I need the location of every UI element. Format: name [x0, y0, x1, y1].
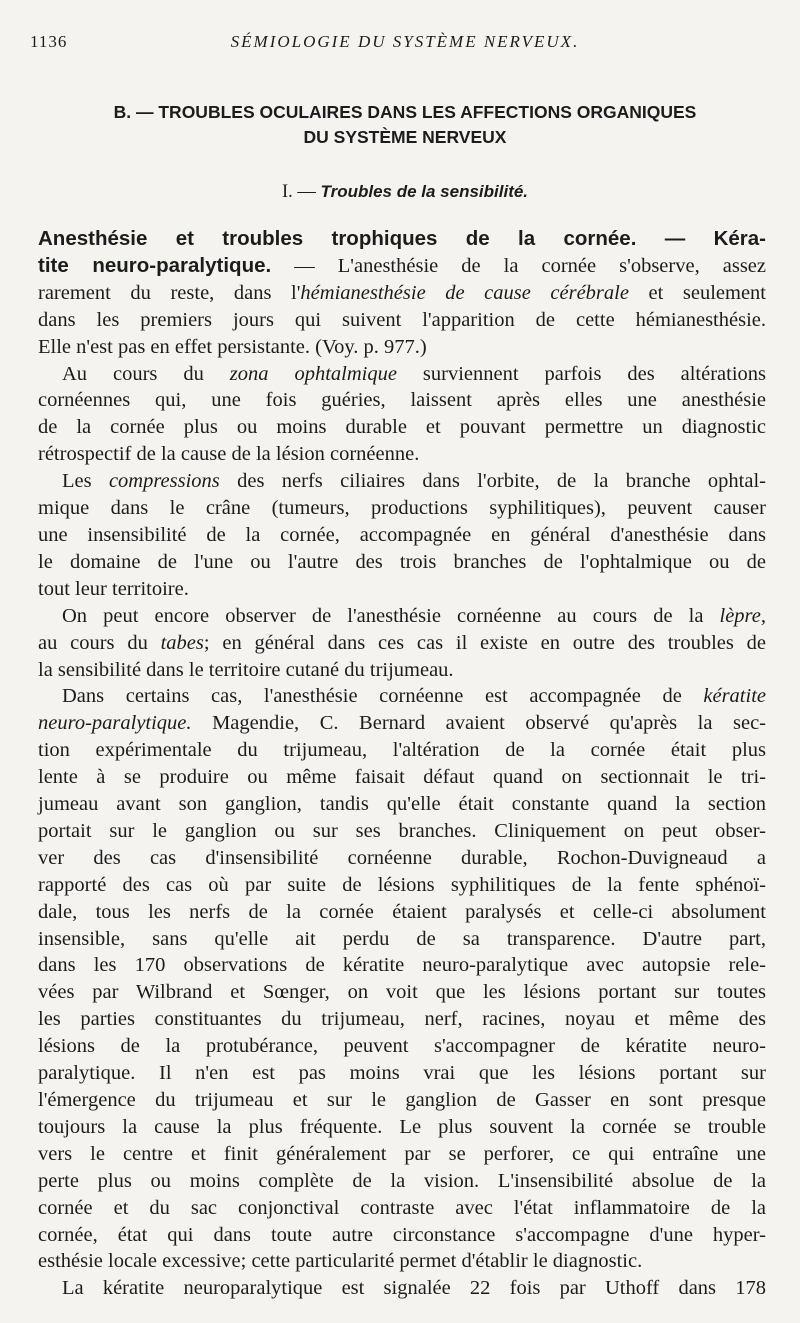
text-line: Elle n'est pas en effet persistante. (Voy. p. 977.) — [38, 335, 427, 358]
paragraph — [38, 468, 766, 603]
text-line: dans les 170 observations de kératite neuro-paralytique avec autopsie rele- — [38, 954, 766, 977]
text-run: Les — [62, 470, 109, 493]
text-run: surviennent parfois des altérations — [396, 362, 767, 385]
text-line: jumeau avant son ganglion, tandis qu'elle était constante quand la section — [38, 793, 766, 816]
text-line — [38, 361, 766, 388]
text-line: esthésie locale excessive; cette particularité permet d'établir le diagnostic. — [38, 1250, 643, 1273]
paragraph — [38, 683, 766, 1275]
text-line: la sensibilité dans le territoire cutané du trijumeau. — [38, 658, 454, 681]
text-line: paralytique. Il n'en est pas moins vrai que les lésions portant sur — [38, 1062, 766, 1085]
section-heading — [30, 100, 780, 150]
text-line: ver des cas d'insensibilité cornéenne durable, Rochon-Duvigneaud a — [38, 846, 766, 869]
subsection-heading — [30, 182, 780, 203]
italic-term: neuro-paralytique. — [38, 712, 192, 735]
text-line: tion expérimentale du trijumeau, l'altération de la cornée était plus — [38, 739, 766, 762]
text-run: et seulement — [628, 281, 766, 304]
text-run: rarement du reste, dans l' — [38, 281, 301, 304]
italic-term: lèpre, — [719, 604, 766, 627]
text-line: vers le centre et finit généralement par se perforer, ce qui entraîne une — [38, 1142, 766, 1165]
text-line: une insensibilité de la cornée, accompagnée en général d'anesthésie dans — [38, 523, 766, 546]
running-title: SÉMIOLOGIE DU SYSTÈME NERVEUX. — [230, 32, 580, 51]
subsection-number: I. — — [281, 182, 321, 202]
text-run: Magendie, C. Bernard avaient observé qu'après la sec- — [191, 712, 766, 735]
text-line: perte plus ou moins complète de la vision. L'insensibilité absolue de la — [38, 1169, 766, 1192]
section-heading-line: DU SYSTÈME NERVEUX — [303, 127, 507, 147]
text-line: La kératite neuroparalytique est signalée 22 fois par Uthoff dans 178 — [62, 1277, 766, 1300]
lead-phrase: tite neuro-paralytique. — [38, 253, 272, 277]
paragraph — [38, 226, 766, 361]
text-line: cornéennes qui, une fois guéries, laissent après elles une anesthésie — [38, 389, 766, 412]
text-line: lésions de la protubérance, peuvent s'accompagner de kératite neuro- — [38, 1035, 766, 1058]
paragraph — [38, 1275, 766, 1302]
text-line: tout leur territoire. — [38, 577, 189, 600]
text-line — [38, 630, 766, 657]
text-line: de la cornée plus ou moins durable et pouvant permettre un diagnostic — [38, 416, 766, 439]
text-line — [38, 710, 766, 737]
text-line: portait sur le ganglion ou sur ses branches. Cliniquement on peut obser- — [38, 819, 766, 842]
text-line: dans les premiers jours qui suivent l'apparition de cette hémianesthésie. — [38, 308, 766, 331]
body-text — [38, 226, 766, 1302]
text-line — [38, 253, 766, 280]
text-line — [38, 683, 766, 710]
italic-term: compressions — [108, 470, 220, 493]
italic-term: tabes — [160, 631, 204, 654]
text-line — [38, 226, 766, 253]
text-line: le domaine de l'une ou l'autre des trois branches de l'ophtalmique ou de — [38, 550, 766, 573]
text-run: au cours du — [38, 631, 161, 654]
section-heading-line: B. — TROUBLES OCULAIRES DANS LES AFFECTIONS ORGANIQUES — [113, 102, 697, 122]
text-run: ; en général dans ces cas il existe en outre des troubles de — [203, 631, 766, 654]
text-line — [38, 280, 766, 307]
text-line: vées par Wilbrand et Sœnger, on voit que les lésions portant sur toutes — [38, 981, 766, 1004]
text-run: Dans certains cas, l'anesthésie cornéenne est accompagnée de — [62, 685, 704, 708]
italic-term: hémianesthésie de cause cérébrale — [300, 281, 629, 304]
text-line: rétrospectif de la cause de la lésion cornéenne. — [38, 443, 420, 466]
text-run: des nerfs ciliaires dans l'orbite, de la branche ophtal- — [219, 470, 766, 493]
text-line: insensible, sans qu'elle ait perdu de sa transparence. D'autre part, — [38, 927, 766, 950]
text-run: — L'anesthésie de la cornée s'observe, assez — [271, 254, 767, 277]
italic-term: kératite — [703, 685, 766, 708]
text-run: Au cours du — [62, 362, 230, 385]
text-line: lente à se produire ou même faisait défaut quand on sectionnait le tri- — [38, 766, 766, 789]
paragraph — [38, 361, 766, 469]
text-line: les parties constituantes du trijumeau, nerf, racines, noyau et même des — [38, 1008, 766, 1031]
text-line — [38, 603, 766, 630]
text-line: cornée, état qui dans toute autre circonstance s'accompagne d'une hyper- — [38, 1223, 766, 1246]
subsection-title: Troubles de la sensibilité. — [320, 182, 529, 201]
paragraph — [38, 603, 766, 684]
italic-term: zona ophtalmique — [229, 362, 397, 385]
text-line: toujours la cause la plus fréquente. Le plus souvent la cornée se trouble — [38, 1115, 766, 1138]
text-line: l'émergence du trijumeau et sur le ganglion de Gasser en sont presque — [38, 1089, 766, 1111]
lead-phrase: Anesthésie et troubles trophiques de la cornée. — Kéra- — [38, 227, 766, 250]
text-line: cornée et du sac conjonctival contraste avec l'état inflammatoire de la — [38, 1196, 766, 1219]
text-run: On peut encore observer de l'anesthésie cornéenne au cours de la — [62, 604, 720, 627]
page-number: 1136 — [30, 32, 68, 51]
text-line: rapporté des cas où par suite de lésions syphilitiques de la fente sphénoï- — [38, 873, 766, 896]
text-line — [38, 468, 766, 495]
text-line: dale, tous les nerfs de la cornée étaient paralysés et celle-ci absolument — [38, 900, 766, 923]
text-line: mique dans le crâne (tumeurs, productions syphilitiques), peuvent causer — [38, 497, 766, 520]
